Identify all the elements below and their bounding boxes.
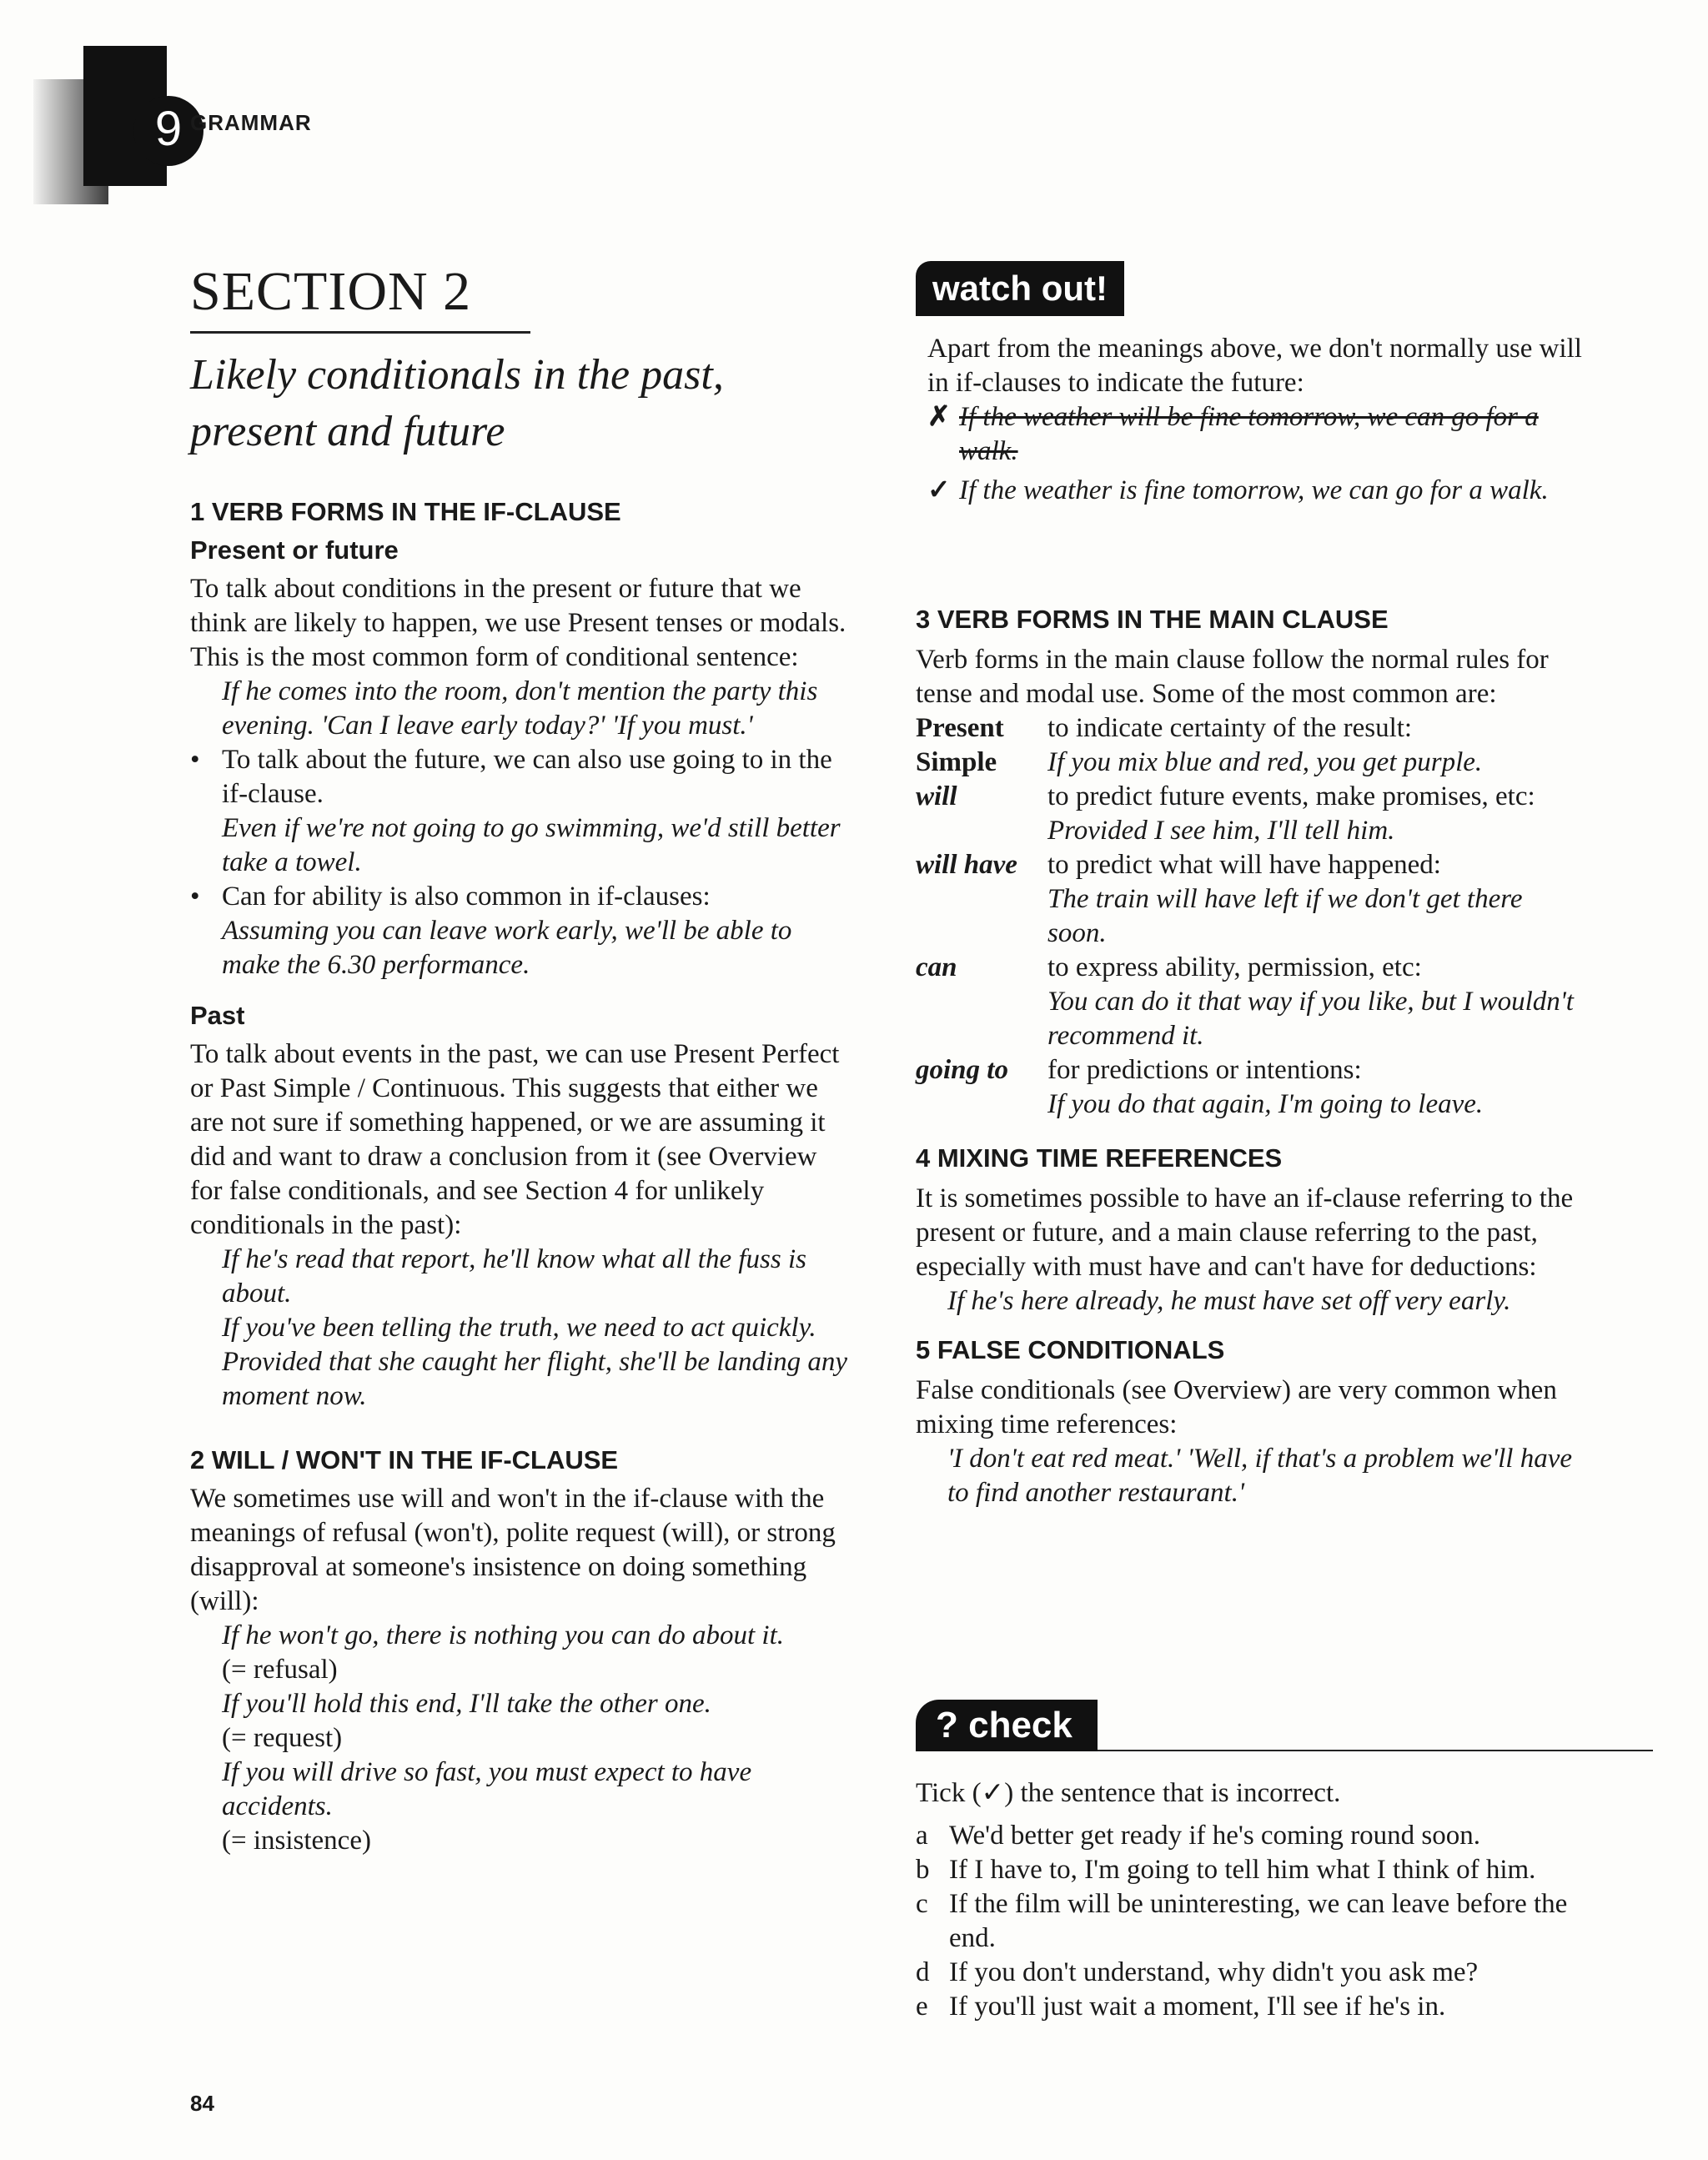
option-text: If you'll just wait a moment, I'll see if he's in. bbox=[949, 1992, 1446, 2022]
will-wont-note-2: (= request) bbox=[222, 1723, 343, 1753]
mixing-time-example: If he's here already, he must have set off very early. bbox=[947, 1286, 1511, 1316]
cross-icon: ✗ bbox=[927, 402, 951, 432]
bullet-going-to-example: Even if we're not going to go swimming, we'd still better take a towel. bbox=[222, 813, 841, 877]
present-intro: To talk about conditions in the present or future that we think are likely to happen, we use Present tenses or modals. This is the most common form of conditional sentence: bbox=[190, 574, 846, 672]
bullet-dot: • bbox=[190, 745, 200, 775]
bullet-going-to-text: To talk about the future, we can also use going to in the if-clause. bbox=[222, 745, 832, 809]
table-row bbox=[916, 780, 1583, 848]
option-text: If I have to, I'm going to tell him what I think of him. bbox=[949, 1855, 1536, 1885]
will-wont-example-1: If he won't go, there is nothing you can do about it. bbox=[222, 1620, 785, 1650]
bullet-dot: • bbox=[190, 882, 200, 912]
chapter-tab bbox=[33, 46, 183, 186]
row-use: to predict what will have happened: bbox=[1047, 850, 1441, 880]
row-key-2: Simple bbox=[916, 747, 997, 777]
heading-will-wont: 2 WILL / WON'T IN THE IF-CLAUSE bbox=[190, 1445, 619, 1474]
option-letter: b bbox=[916, 1855, 930, 1885]
check-rule bbox=[1098, 1750, 1653, 1751]
will-wont-note-1: (= refusal) bbox=[222, 1655, 338, 1685]
check-label: ? check bbox=[916, 1700, 1098, 1751]
row-key: will have bbox=[916, 850, 1017, 880]
option-letter: c bbox=[916, 1889, 928, 1919]
check-icon: ✓ bbox=[927, 475, 951, 505]
row-use: to predict future events, make promises, etc: bbox=[1047, 781, 1535, 811]
subheading-past: Past bbox=[190, 1001, 245, 1030]
row-use: to express ability, permission, etc: bbox=[1047, 952, 1422, 982]
watch-out-wrong bbox=[927, 400, 1586, 469]
table-row bbox=[916, 1053, 1583, 1122]
row-use: to indicate certainty of the result: bbox=[1047, 713, 1413, 743]
watch-out-label: watch out! bbox=[916, 261, 1124, 316]
list-item bbox=[916, 1853, 1575, 1887]
false-conditionals-intro: False conditionals (see Overview) are very common when mixing time references: bbox=[916, 1375, 1557, 1439]
row-key: going to bbox=[916, 1055, 1008, 1085]
heading-false-conditionals: 5 FALSE CONDITIONALS bbox=[916, 1335, 1225, 1364]
heading-mixing-time: 4 MIXING TIME REFERENCES bbox=[916, 1143, 1283, 1173]
past-intro: To talk about events in the past, we can use Present Perfect or Past Simple / Continuous. This suggests that either we are not sure if something happened, or we are assuming it did and want to draw a conclusion from it (see Overview for false conditionals, and see Section 4 for unlikely conditionals in the past): bbox=[190, 1039, 840, 1240]
will-wont-note-3: (= insistence) bbox=[222, 1826, 371, 1856]
option-letter: a bbox=[916, 1821, 928, 1851]
watch-out-box bbox=[927, 332, 1586, 508]
watch-out-right-text: If the weather is fine tomorrow, we can go for a walk. bbox=[959, 475, 1549, 505]
heading-verb-forms-if-clause: 1 VERB FORMS IN THE IF-CLAUSE bbox=[190, 497, 621, 526]
mixing-time-intro: It is sometimes possible to have an if-clause referring to the present or future, and a main clause referring to the past, especially with must have and can't have for deductions: bbox=[916, 1183, 1574, 1282]
page-number: 84 bbox=[190, 2091, 214, 2116]
option-text: If the film will be uninteresting, we can leave before the end. bbox=[949, 1889, 1568, 1953]
watch-out-intro: Apart from the meanings above, we don't normally use will in if-clauses to indicate the future: bbox=[927, 334, 1582, 398]
bullet-can-example: Assuming you can leave work early, we'll be able to make the 6.30 performance. bbox=[222, 916, 792, 980]
row-example: The train will have left if we don't get there soon. bbox=[1047, 884, 1523, 948]
chapter-title: GRAMMAR bbox=[190, 110, 312, 135]
watch-out-right bbox=[927, 474, 1586, 508]
table-row bbox=[916, 951, 1583, 1053]
row-example: Provided I see him, I'll tell him. bbox=[1047, 816, 1395, 846]
check-header bbox=[916, 1693, 1566, 1751]
watch-out-wrong-text: If the weather will be fine tomorrow, we can go for a walk. bbox=[959, 402, 1539, 466]
row-key: can bbox=[916, 952, 957, 982]
row-use: for predictions or intentions: bbox=[1047, 1055, 1362, 1085]
row-key: Present bbox=[916, 713, 1004, 743]
subheading-present-future: Present or future bbox=[190, 535, 399, 565]
list-item bbox=[916, 1887, 1575, 1956]
list-item bbox=[916, 1819, 1575, 1853]
present-example: If he comes into the room, don't mention the party this evening. 'Can I leave early today?' 'If you must.' bbox=[222, 676, 818, 741]
section-subtitle: Likely conditionals in the past, present and future bbox=[190, 351, 724, 455]
table-row bbox=[916, 711, 1583, 780]
bullet-going-to bbox=[190, 743, 849, 811]
option-text: If you don't understand, why didn't you ask me? bbox=[949, 1957, 1479, 1987]
will-wont-example-2: If you'll hold this end, I'll take the other one. bbox=[222, 1689, 711, 1719]
row-example: If you do that again, I'm going to leave. bbox=[1047, 1089, 1484, 1119]
main-clause-intro: Verb forms in the main clause follow the normal rules for tense and modal use. Some of the most common are: bbox=[916, 645, 1549, 709]
check-exercise bbox=[916, 1776, 1575, 2024]
row-example: You can do it that way if you like, but I wouldn't recommend it. bbox=[1047, 987, 1574, 1051]
left-column bbox=[190, 497, 849, 1858]
list-item bbox=[916, 1956, 1575, 1990]
row-example: If you mix blue and red, you get purple. bbox=[1047, 747, 1483, 777]
past-example-1: If he's read that report, he'll know what all the fuss is about. bbox=[222, 1244, 806, 1309]
section-title-rule bbox=[190, 331, 530, 334]
will-wont-intro: We sometimes use will and won't in the if-clause with the meanings of refusal (won't), polite request (will), or strong disapproval at someone's insistence on doing something (will): bbox=[190, 1484, 836, 1616]
heading-main-clause: 3 VERB FORMS IN THE MAIN CLAUSE bbox=[916, 605, 1389, 634]
option-letter: d bbox=[916, 1957, 930, 1987]
past-example-3: Provided that she caught her flight, she'll be landing any moment now. bbox=[222, 1347, 848, 1411]
check-instruction: Tick (✓) the sentence that is incorrect. bbox=[916, 1778, 1341, 1808]
option-letter: e bbox=[916, 1992, 928, 2022]
false-conditionals-example: 'I don't eat red meat.' 'Well, if that's a problem we'll have to find another restaurant.' bbox=[947, 1444, 1572, 1508]
table-row bbox=[916, 848, 1583, 951]
option-text: We'd better get ready if he's coming round soon. bbox=[949, 1821, 1480, 1851]
section-title: SECTION 2 bbox=[190, 261, 472, 322]
row-key: will bbox=[916, 781, 957, 811]
bullet-can-text: Can for ability is also common in if-clauses: bbox=[222, 882, 711, 912]
past-example-2: If you've been telling the truth, we need to act quickly. bbox=[222, 1313, 816, 1343]
chapter-number: 9 bbox=[133, 96, 203, 166]
bullet-can bbox=[190, 880, 849, 914]
list-item bbox=[916, 1990, 1575, 2024]
right-column bbox=[916, 605, 1583, 1510]
verb-forms-table bbox=[916, 711, 1583, 1122]
will-wont-example-3: If you will drive so fast, you must expect to have accidents. bbox=[222, 1757, 752, 1821]
